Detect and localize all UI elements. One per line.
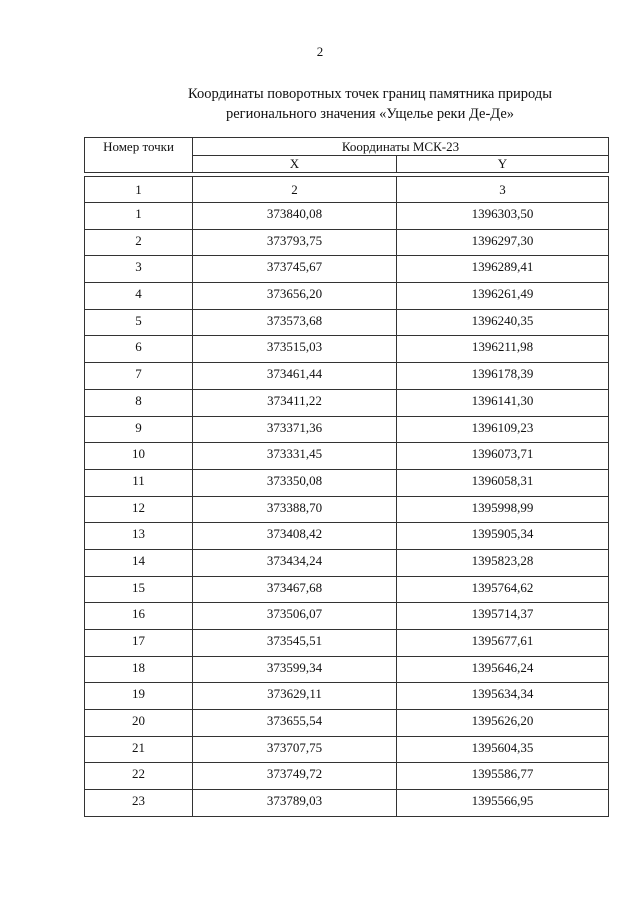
table-row (85, 443, 609, 470)
table-row (85, 603, 609, 630)
header-coordinates: Координаты МСК-23 (193, 138, 609, 156)
point-number-cell: 15 (85, 576, 193, 603)
x-coordinate-cell: 373461,44 (193, 363, 397, 390)
x-coordinate-cell: 373629,11 (193, 683, 397, 710)
x-coordinate-cell: 373388,70 (193, 496, 397, 523)
y-coordinate-cell: 1396240,35 (397, 309, 609, 336)
point-number-cell: 5 (85, 309, 193, 336)
table-row (85, 683, 609, 710)
table-row (85, 549, 609, 576)
x-coordinate-cell: 373434,24 (193, 549, 397, 576)
x-coordinate-cell: 373789,03 (193, 790, 397, 817)
point-number-cell: 1 (85, 203, 193, 230)
x-coordinate-cell: 373656,20 (193, 283, 397, 310)
point-number-cell: 22 (85, 763, 193, 790)
y-coordinate-cell: 1396297,30 (397, 229, 609, 256)
y-coordinate-cell: 1395714,37 (397, 603, 609, 630)
header-y: Y (397, 156, 609, 173)
point-number-cell: 12 (85, 496, 193, 523)
header-x: X (193, 156, 397, 173)
point-number-cell: 11 (85, 469, 193, 496)
y-coordinate-cell: 1396058,31 (397, 469, 609, 496)
x-coordinate-cell: 373371,36 (193, 416, 397, 443)
table-row (85, 283, 609, 310)
point-number-cell: 4 (85, 283, 193, 310)
page-number: 2 (316, 44, 324, 59)
point-number-cell: 3 (85, 256, 193, 283)
x-coordinate-cell: 373793,75 (193, 229, 397, 256)
table-row (85, 309, 609, 336)
x-coordinate-cell: 373655,54 (193, 710, 397, 737)
column-index-3: 3 (397, 177, 609, 203)
y-coordinate-cell: 1395905,34 (397, 523, 609, 550)
table-row (85, 363, 609, 390)
point-number-cell: 8 (85, 389, 193, 416)
point-number-cell: 20 (85, 710, 193, 737)
point-number-cell: 9 (85, 416, 193, 443)
table-row (85, 336, 609, 363)
y-coordinate-cell: 1396073,71 (397, 443, 609, 470)
y-coordinate-cell: 1396211,98 (397, 336, 609, 363)
x-coordinate-cell: 373573,68 (193, 309, 397, 336)
y-coordinate-cell: 1395626,20 (397, 710, 609, 737)
point-number-cell: 23 (85, 790, 193, 817)
y-coordinate-cell: 1396109,23 (397, 416, 609, 443)
y-coordinate-cell: 1396178,39 (397, 363, 609, 390)
x-coordinate-cell: 373515,03 (193, 336, 397, 363)
table-row (85, 389, 609, 416)
table-row (85, 256, 609, 283)
x-coordinate-cell: 373745,67 (193, 256, 397, 283)
point-number-cell: 21 (85, 736, 193, 763)
point-number-cell: 13 (85, 523, 193, 550)
x-coordinate-cell: 373350,08 (193, 469, 397, 496)
table-row (85, 523, 609, 550)
table-row (85, 656, 609, 683)
table-row (85, 763, 609, 790)
table-row (85, 469, 609, 496)
x-coordinate-cell: 373840,08 (193, 203, 397, 230)
title-line-1: Координаты поворотных точек границ памятника природы (188, 86, 552, 102)
x-coordinate-cell: 373599,34 (193, 656, 397, 683)
y-coordinate-cell: 1395823,28 (397, 549, 609, 576)
point-number-cell: 7 (85, 363, 193, 390)
point-number-cell: 2 (85, 229, 193, 256)
column-index-1: 1 (85, 177, 193, 203)
table-row (85, 630, 609, 657)
coordinates-table (84, 137, 609, 817)
table-row (85, 203, 609, 230)
x-coordinate-cell: 373331,45 (193, 443, 397, 470)
point-number-cell: 19 (85, 683, 193, 710)
point-number-cell: 16 (85, 603, 193, 630)
y-coordinate-cell: 1395604,35 (397, 736, 609, 763)
y-coordinate-cell: 1395566,95 (397, 790, 609, 817)
column-index-2: 2 (193, 177, 397, 203)
point-number-cell: 17 (85, 630, 193, 657)
title-line-2: регионального значения «Ущелье реки Де-Де» (225, 106, 515, 122)
x-coordinate-cell: 373411,22 (193, 389, 397, 416)
x-coordinate-cell: 373467,68 (193, 576, 397, 603)
point-number-cell: 6 (85, 336, 193, 363)
table-row (85, 736, 609, 763)
point-number-cell: 14 (85, 549, 193, 576)
table-row (85, 416, 609, 443)
document-title (120, 84, 620, 124)
y-coordinate-cell: 1395646,24 (397, 656, 609, 683)
x-coordinate-cell: 373749,72 (193, 763, 397, 790)
table-row (85, 790, 609, 817)
x-coordinate-cell: 373545,51 (193, 630, 397, 657)
table-row (85, 710, 609, 737)
x-coordinate-cell: 373707,75 (193, 736, 397, 763)
y-coordinate-cell: 1395764,62 (397, 576, 609, 603)
table-row (85, 496, 609, 523)
table-row (85, 576, 609, 603)
point-number-cell: 10 (85, 443, 193, 470)
y-coordinate-cell: 1395586,77 (397, 763, 609, 790)
column-index-row (85, 177, 609, 203)
table-row (85, 229, 609, 256)
y-coordinate-cell: 1395634,34 (397, 683, 609, 710)
y-coordinate-cell: 1395677,61 (397, 630, 609, 657)
y-coordinate-cell: 1396303,50 (397, 203, 609, 230)
y-coordinate-cell: 1396261,49 (397, 283, 609, 310)
y-coordinate-cell: 1396289,41 (397, 256, 609, 283)
x-coordinate-cell: 373408,42 (193, 523, 397, 550)
y-coordinate-cell: 1395998,99 (397, 496, 609, 523)
x-coordinate-cell: 373506,07 (193, 603, 397, 630)
header-point-number: Номер точки (85, 138, 193, 173)
point-number-cell: 18 (85, 656, 193, 683)
y-coordinate-cell: 1396141,30 (397, 389, 609, 416)
